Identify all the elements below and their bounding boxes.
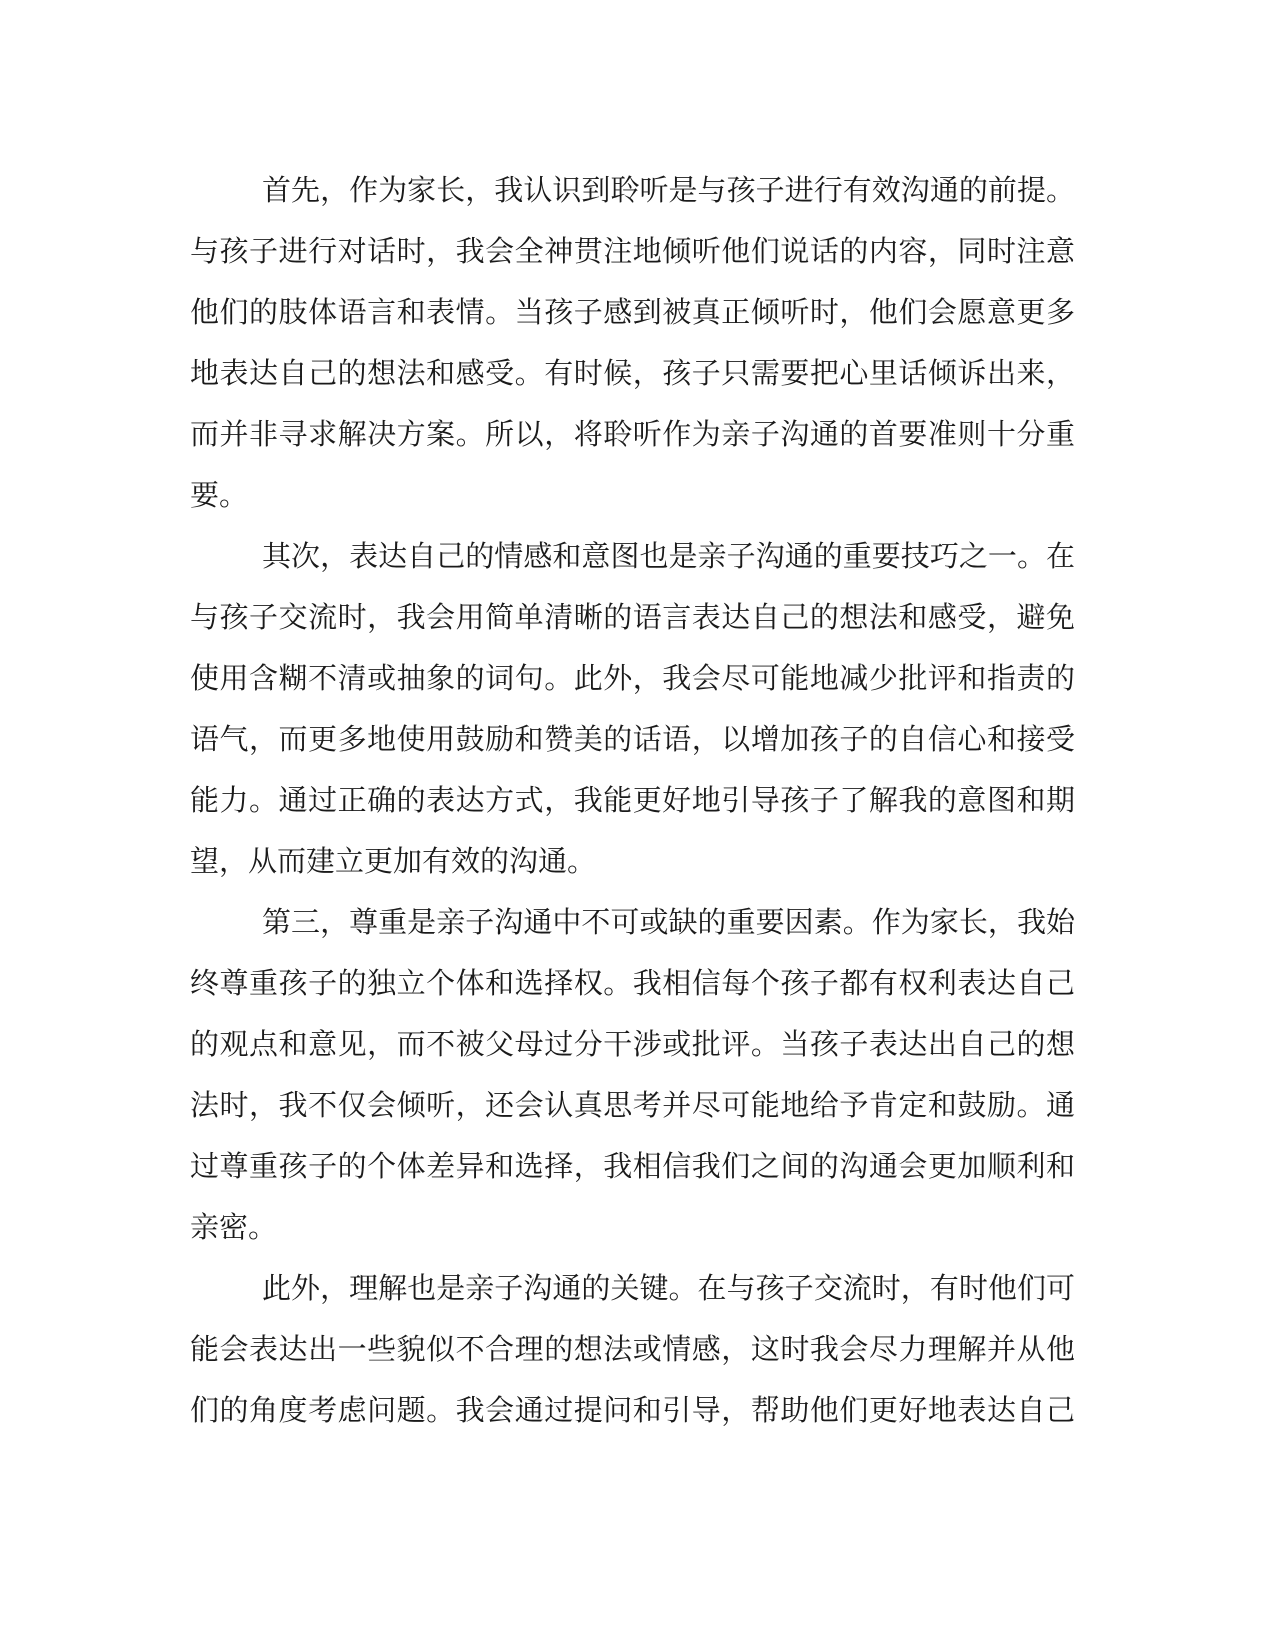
text-line: 能会表达出一些貌似不合理的想法或情感，这时我会尽力理解并从他: [190, 1332, 1075, 1366]
paragraph-expression: [190, 526, 1075, 892]
text-line: 能力。通过正确的表达方式，我能更好地引导孩子了解我的意图和期: [190, 783, 1075, 817]
text-line: 第三，尊重是亲子沟通中不可或缺的重要因素。作为家长，我始: [262, 905, 1075, 939]
text-line: 望，从而建立更加有效的沟通。: [190, 844, 597, 878]
paragraph-understanding: [190, 1258, 1075, 1441]
paragraph-respect: [190, 892, 1075, 1258]
text-line: 亲密。: [190, 1210, 278, 1244]
text-line: 此外，理解也是亲子沟通的关键。在与孩子交流时，有时他们可: [262, 1271, 1075, 1305]
text-line: 地表达自己的想法和感受。有时候，孩子只需要把心里话倾诉出来，: [190, 356, 1075, 390]
text-line: 首先，作为家长，我认识到聆听是与孩子进行有效沟通的前提。: [262, 173, 1075, 207]
text-line: 他们的肢体语言和表情。当孩子感到被真正倾听时，他们会愿意更多: [190, 295, 1075, 329]
text-line: 语气，而更多地使用鼓励和赞美的话语，以增加孩子的自信心和接受: [190, 722, 1075, 756]
text-line: 使用含糊不清或抽象的词句。此外，我会尽可能地减少批评和指责的: [190, 661, 1075, 695]
document-body: [190, 160, 1075, 1441]
text-line: 要。: [190, 478, 249, 512]
text-line: 过尊重孩子的个体差异和选择，我相信我们之间的沟通会更加顺利和: [190, 1149, 1075, 1183]
text-line: 而并非寻求解决方案。所以，将聆听作为亲子沟通的首要准则十分重: [190, 417, 1075, 451]
paragraph-listening: [190, 160, 1075, 526]
text-line: 的观点和意见，而不被父母过分干涉或批评。当孩子表达出自己的想: [190, 1027, 1075, 1061]
text-line: 其次，表达自己的情感和意图也是亲子沟通的重要技巧之一。在: [262, 539, 1075, 573]
text-line: 与孩子交流时，我会用简单清晰的语言表达自己的想法和感受，避免: [190, 600, 1075, 634]
text-line: 法时，我不仅会倾听，还会认真思考并尽可能地给予肯定和鼓励。通: [190, 1088, 1075, 1122]
text-line: 终尊重孩子的独立个体和选择权。我相信每个孩子都有权利表达自己: [190, 966, 1075, 1000]
text-line: 们的角度考虑问题。我会通过提问和引导，帮助他们更好地表达自己: [190, 1393, 1075, 1427]
text-line: 与孩子进行对话时，我会全神贯注地倾听他们说话的内容，同时注意: [190, 234, 1075, 268]
